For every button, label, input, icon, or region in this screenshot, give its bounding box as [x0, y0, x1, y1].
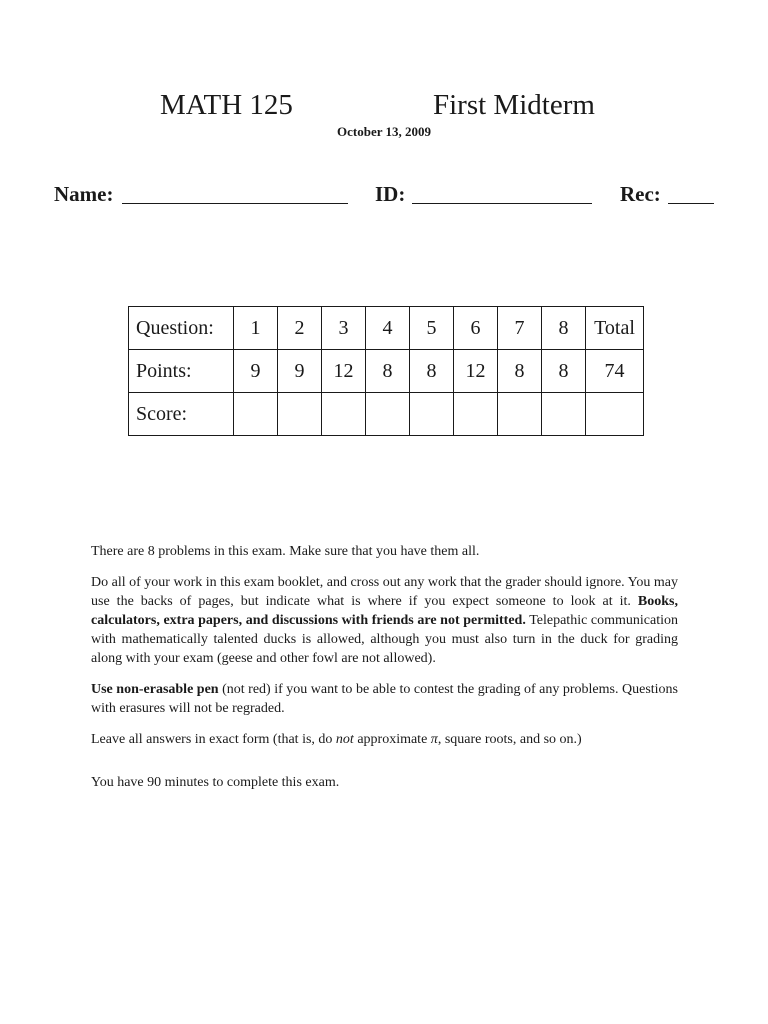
- score-table: [128, 306, 644, 436]
- exact-form-text: Leave all answers in exact form (that is, do: [91, 732, 336, 747]
- pen-rule-bold: Use non-erasable pen: [91, 682, 219, 697]
- pen-rule-text: (not red) if you want to be able to contest the grading of any problems. Questions with erasures will not be regraded.: [91, 682, 678, 716]
- score-cell[interactable]: [542, 393, 586, 436]
- score-cell[interactable]: [366, 393, 410, 436]
- rec-label: Rec:: [620, 182, 661, 206]
- score-cell[interactable]: [454, 393, 498, 436]
- points-value: 8: [366, 350, 410, 393]
- name-label: Name:: [54, 182, 114, 206]
- score-row: [129, 393, 644, 436]
- total-header: Total: [586, 307, 644, 350]
- question-number: 6: [454, 307, 498, 350]
- points-row: [129, 350, 644, 393]
- question-number: 8: [542, 307, 586, 350]
- score-cell[interactable]: [278, 393, 322, 436]
- rec-blank[interactable]: [668, 203, 714, 204]
- name-blank[interactable]: [122, 203, 348, 204]
- points-value: 8: [410, 350, 454, 393]
- instruction-exact-form: [91, 730, 678, 749]
- exam-instructions: [91, 542, 678, 792]
- instruction-pen-rule: [91, 680, 678, 718]
- question-number: 2: [278, 307, 322, 350]
- duck-rule-text: Telepathic communication with mathematically talented ducks is allowed, although you must also turn in the duck for grading along with your exam (geese and other fowl are not allowed).: [91, 613, 679, 666]
- instruction-problem-count: There are 8 problems in this exam. Make sure that you have them all.: [91, 544, 480, 559]
- id-label: ID:: [375, 182, 406, 206]
- score-cell[interactable]: [322, 393, 366, 436]
- exact-form-text-3: , square roots, and so on.): [437, 732, 582, 747]
- points-value: 9: [234, 350, 278, 393]
- course-title: MATH 125: [160, 89, 293, 121]
- question-number: 3: [322, 307, 366, 350]
- points-value: 9: [278, 350, 322, 393]
- exact-form-text-2: approximate: [353, 732, 431, 747]
- question-row: [129, 307, 644, 350]
- pi-symbol: π: [430, 732, 438, 747]
- instruction-time-limit: You have 90 minutes to complete this exam.: [91, 775, 340, 790]
- score-cell[interactable]: [410, 393, 454, 436]
- question-row-label: Question:: [129, 307, 234, 350]
- work-rules-text: Do all of your work in this exam booklet, and cross out any work that the grader should ignore. You may use the backs of pages, but indicate what is where if you expect someone to look at it.: [91, 575, 678, 609]
- score-row-label: Score:: [129, 393, 234, 436]
- score-cell[interactable]: [498, 393, 542, 436]
- prohibited-items-text: Books, calculators, extra papers, and discussions with friends are not permitted.: [91, 594, 678, 628]
- points-value: 12: [454, 350, 498, 393]
- points-value: 8: [498, 350, 542, 393]
- question-number: 7: [498, 307, 542, 350]
- exact-form-emphasis: not: [335, 732, 354, 747]
- points-row-label: Points:: [129, 350, 234, 393]
- question-number: 5: [410, 307, 454, 350]
- exam-header: [0, 86, 768, 126]
- exam-title: First Midterm: [433, 89, 595, 121]
- id-blank[interactable]: [412, 203, 592, 204]
- exam-date: October 13, 2009: [337, 124, 431, 139]
- instruction-work-rules: [91, 573, 678, 668]
- points-total: 74: [586, 350, 644, 393]
- question-number: 4: [366, 307, 410, 350]
- score-total-cell[interactable]: [586, 393, 644, 436]
- points-value: 8: [542, 350, 586, 393]
- points-value: 12: [322, 350, 366, 393]
- question-number: 1: [234, 307, 278, 350]
- score-cell[interactable]: [234, 393, 278, 436]
